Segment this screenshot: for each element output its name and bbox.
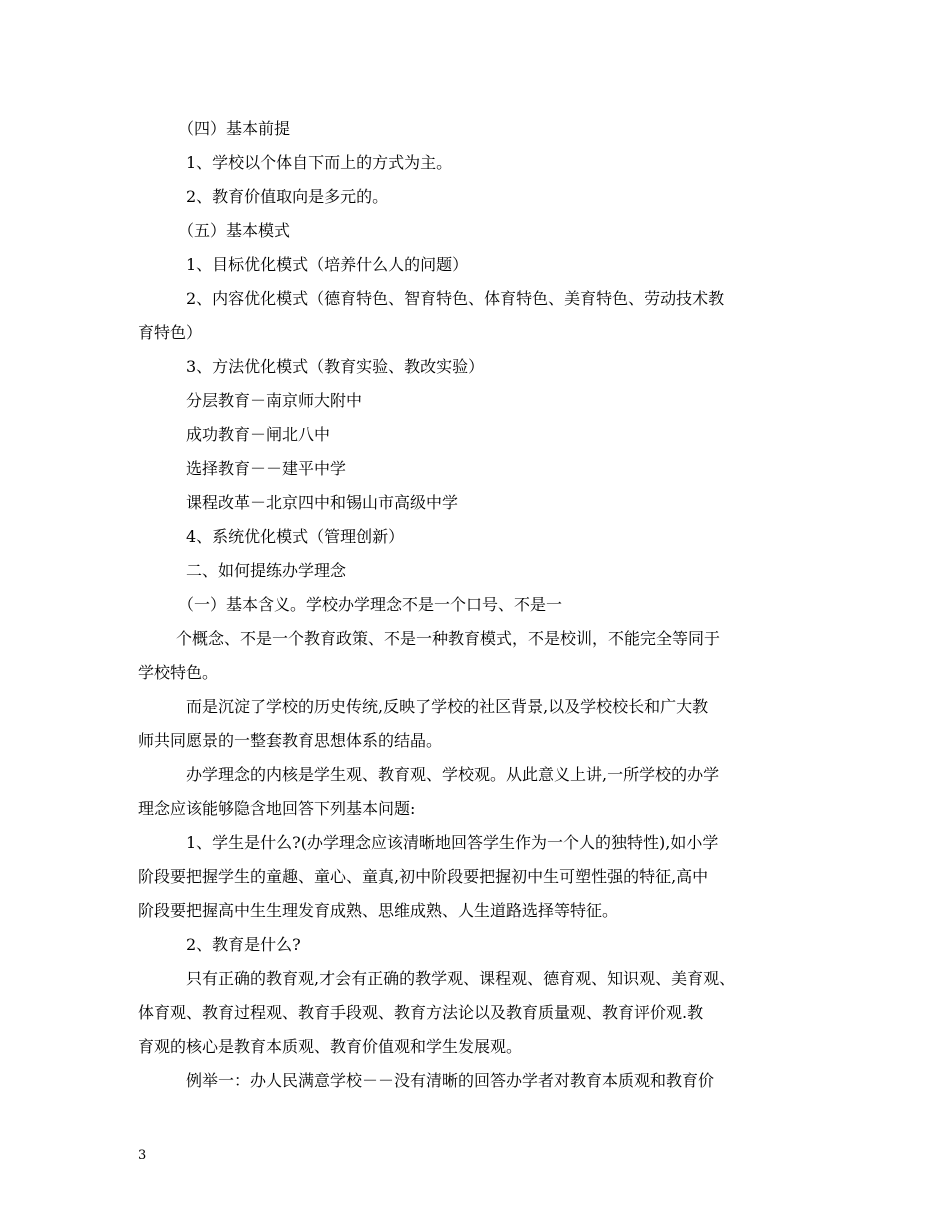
paragraph-line: 育观的核心是教育本质观、教育价值观和学生发展观。 [138, 1037, 523, 1056]
paragraph-line: 4、系统优化模式（管理创新） [186, 527, 405, 546]
paragraph-line: 成功教育－闸北八中 [186, 425, 331, 444]
paragraph-line: 2、教育价值取向是多元的。 [186, 187, 389, 206]
paragraph-line: 只有正确的教育观,才会有正确的教学观、课程观、德育观、知识观、美育观、 [186, 969, 736, 988]
paragraph-line: 阶段要把握学生的童趣、童心、童真,初中阶段要把握初中生可塑性强的特征,高中 [138, 867, 709, 886]
paragraph-line: 3、方法优化模式（教育实验、教改实验） [186, 357, 485, 376]
paragraph-line: 1、学生是什么?(办学理念应该清晰地回答学生作为一个人的独特性),如小学 [186, 833, 719, 852]
paragraph-line: 师共同愿景的一整套教育思想体系的结晶。 [138, 731, 443, 750]
paragraph-line: 1、目标优化模式（培养什么人的问题） [186, 255, 469, 274]
paragraph-line: 1、学校以个体自下而上的方式为主。 [186, 153, 453, 172]
paragraph-line: 分层教育－南京师大附中 [186, 391, 363, 410]
document-body [138, 112, 828, 1098]
paragraph-line: 理念应该能够隐含地回答下列基本问题: [138, 799, 416, 818]
section-heading: （五）基本模式 [178, 221, 291, 240]
paragraph-line: 体育观、教育过程观、教育手段观、教育方法论以及教育质量观、教育评价观.教 [138, 1003, 704, 1022]
paragraph-line: 例举一：办人民满意学校－－没有清晰的回答办学者对教育本质观和教育价 [186, 1071, 715, 1090]
paragraph-line: 课程改革－北京四中和锡山市高级中学 [186, 493, 459, 512]
paragraph-line: 2、内容优化模式（德育特色、智育特色、体育特色、美育特色、劳动技术教 [186, 289, 725, 308]
paragraph-line: 而是沉淀了学校的历史传统,反映了学校的社区背景,以及学校校长和广大教 [186, 697, 709, 716]
section-heading: （一）基本含义。学校办学理念不是一个口号、不是一 [178, 595, 563, 614]
paragraph-line: 办学理念的内核是学生观、教育观、学校观。从此意义上讲,一所学校的办学 [186, 765, 720, 784]
section-heading: （四）基本前提 [178, 119, 291, 138]
paragraph-line: 选择教育－－建平中学 [186, 459, 347, 478]
paragraph-line: 阶段要把握高中生生理发育成熟、思维成熟、人生道路选择等特征。 [138, 901, 619, 920]
page-number: 3 [138, 1148, 147, 1163]
section-heading: 二、如何提练办学理念 [186, 561, 347, 580]
paragraph-line: 2、教育是什么? [186, 935, 301, 954]
paragraph-line: 个概念、不是一个教育政策、不是一种教育模式，不是校训，不能完全等同于 [176, 629, 721, 648]
paragraph-line: 学校特色。 [138, 663, 219, 682]
paragraph-line: 育特色） [138, 323, 203, 342]
